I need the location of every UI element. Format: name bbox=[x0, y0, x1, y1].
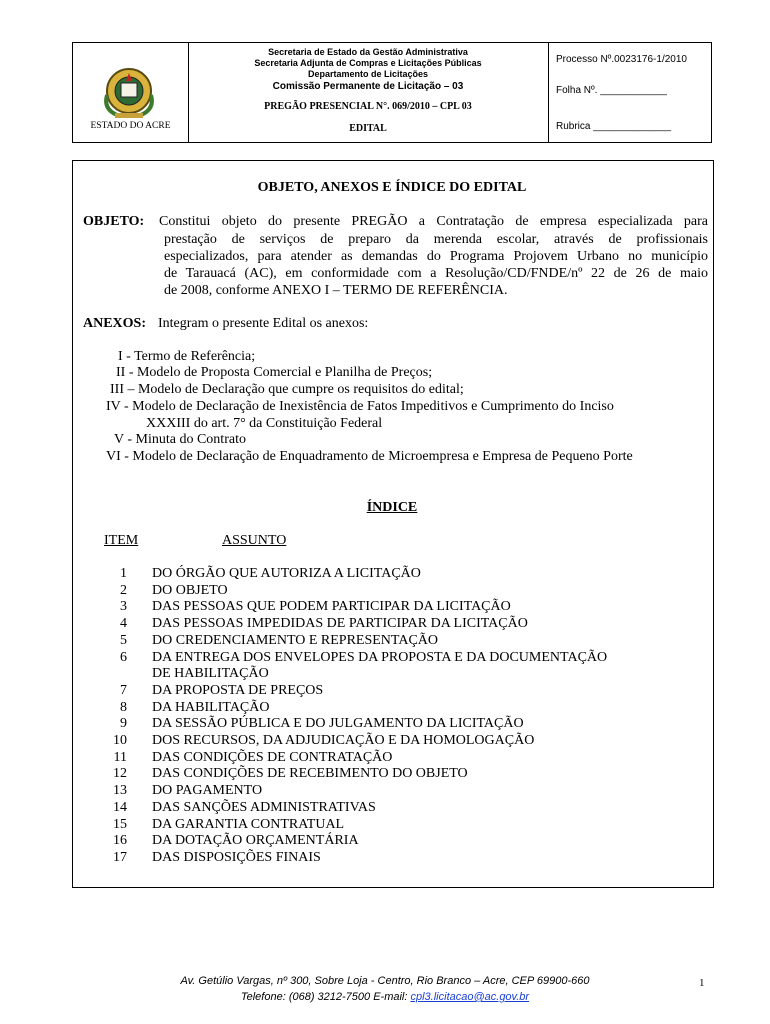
objeto-line-4: de Tarauacá (AC), em conformidade com a Resolução/CD/FNDE/nº 22 de 26 de maio bbox=[164, 266, 708, 281]
indice-title: ÍNDICE bbox=[366, 500, 418, 515]
page-number: 1 bbox=[699, 977, 705, 989]
anexo-item: V - Minuta do Contrato bbox=[114, 432, 246, 447]
indice-item-title: DAS PESSOAS QUE PODEM PARTICIPAR DA LICITAÇÃO bbox=[152, 599, 511, 614]
indice-item-title: DAS CONDIÇÕES DE RECEBIMENTO DO OBJETO bbox=[152, 766, 468, 781]
anexos-intro: Integram o presente Edital os anexos: bbox=[158, 316, 369, 331]
indice-item-number: 16 bbox=[113, 833, 127, 848]
indice-item-number: 11 bbox=[113, 750, 127, 765]
edital-label: EDITAL bbox=[349, 123, 387, 134]
state-crest-icon bbox=[97, 61, 161, 125]
objeto-line-1: Constitui objeto do presente PREGÃO a Contratação de empresa especializada para bbox=[159, 214, 708, 229]
indice-item-number: 4 bbox=[120, 616, 127, 631]
indice-item-title: DA HABILITAÇÃO bbox=[152, 700, 270, 715]
anexos-label: ANEXOS: bbox=[83, 316, 147, 331]
objeto-label: OBJETO: bbox=[83, 214, 145, 229]
footer-address: Av. Getúlio Vargas, nº 300, Sobre Loja - Centro, Rio Branco – Acre, CEP 69900-660 bbox=[180, 975, 590, 987]
indice-item-title: DA PROPOSTA DE PREÇOS bbox=[152, 683, 324, 698]
indice-item-number: 10 bbox=[113, 733, 127, 748]
indice-item-title: DA GARANTIA CONTRATUAL bbox=[152, 817, 345, 832]
footer-contact bbox=[0, 991, 770, 1003]
indice-item-title: DAS CONDIÇÕES DE CONTRATAÇÃO bbox=[152, 750, 393, 765]
footer-phone: Telefone: (068) 3212-7500 E-mail: bbox=[240, 991, 411, 1003]
anexo-item: VI - Modelo de Declaração de Enquadramento de Microempresa e Empresa de Pequeno Porte bbox=[106, 449, 633, 464]
anexo-item: II - Modelo de Proposta Comercial e Planilha de Preços; bbox=[116, 365, 433, 380]
header-line-3: Departamento de Licitações bbox=[307, 69, 429, 79]
document-header bbox=[72, 42, 712, 143]
anexo-item-continuation: XXXIII do art. 7° da Constituição Federal bbox=[146, 416, 383, 431]
anexo-item: III – Modelo de Declaração que cumpre os requisitos do edital; bbox=[110, 382, 464, 397]
indice-item-number: 8 bbox=[120, 700, 127, 715]
indice-item-title: DAS PESSOAS IMPEDIDAS DE PARTICIPAR DA LICITAÇÃO bbox=[152, 616, 528, 631]
indice-item-number: 14 bbox=[113, 800, 127, 815]
header-line-2: Secretaria Adjunta de Compras e Licitações Públicas bbox=[254, 58, 482, 68]
indice-item-title: DA DOTAÇÃO ORÇAMENTÁRIA bbox=[152, 833, 359, 848]
indice-item-title: DO ÓRGÃO QUE AUTORIZA A LICITAÇÃO bbox=[152, 566, 421, 581]
indice-item-title: DO CREDENCIAMENTO E REPRESENTAÇÃO bbox=[152, 633, 439, 648]
page-title: OBJETO, ANEXOS E ÍNDICE DO EDITAL bbox=[257, 180, 527, 195]
processo-number: Processo Nº.0023176-1/2010 bbox=[556, 54, 687, 65]
indice-item-number: 1 bbox=[120, 566, 127, 581]
indice-item-title: DA SESSÃO PÚBLICA E DO JULGAMENTO DA LICITAÇÃO bbox=[152, 716, 524, 731]
rubrica-field: Rubrica ______________ bbox=[556, 121, 672, 132]
objeto-line-5: de 2008, conforme ANEXO I – TERMO DE REFERÊNCIA. bbox=[164, 283, 508, 298]
indice-item-title: DA ENTREGA DOS ENVELOPES DA PROPOSTA E DA DOCUMENTAÇÃO bbox=[152, 650, 608, 665]
indice-item-number: 9 bbox=[120, 716, 127, 731]
anexo-item: I - Termo de Referência; bbox=[118, 349, 256, 364]
state-label: ESTADO DO ACRE bbox=[90, 121, 171, 131]
indice-item-title: DO OBJETO bbox=[152, 583, 228, 598]
folha-field: Folha Nº. ____________ bbox=[556, 85, 667, 96]
indice-col-item: ITEM bbox=[104, 533, 139, 548]
indice-item-number: 7 bbox=[120, 683, 127, 698]
commission-label: Comissão Permanente de Licitação – 03 bbox=[272, 81, 464, 92]
indice-item-number: 3 bbox=[120, 599, 127, 614]
indice-item-title: DAS DISPOSIÇÕES FINAIS bbox=[152, 850, 321, 865]
indice-item-title: DE HABILITAÇÃO bbox=[152, 666, 269, 681]
indice-item-number: 6 bbox=[120, 650, 127, 665]
objeto-line-3: especializados, para atender as demandas do Programa Projovem Urbano no município bbox=[164, 249, 708, 264]
objeto-line-2: prestação de serviços de preparo da merenda escolar, através de profissionais bbox=[164, 232, 708, 247]
header-left-cell bbox=[73, 43, 189, 142]
indice-item-title: DOS RECURSOS, DA ADJUDICAÇÃO E DA HOMOLOGAÇÃO bbox=[152, 733, 535, 748]
indice-item-title: DAS SANÇÕES ADMINISTRATIVAS bbox=[152, 800, 376, 815]
indice-item-number: 17 bbox=[113, 850, 127, 865]
indice-item-number: 12 bbox=[113, 766, 127, 781]
header-line-1: Secretaria de Estado da Gestão Administrativa bbox=[268, 47, 468, 57]
footer-email-link[interactable]: cpl3.licitacao@ac.gov.br bbox=[410, 991, 530, 1003]
anexo-item: IV - Modelo de Declaração de Inexistência de Fatos Impeditivos e Cumprimento do Inciso bbox=[106, 399, 614, 414]
indice-item-title: DO PAGAMENTO bbox=[152, 783, 263, 798]
indice-item-number: 15 bbox=[113, 817, 127, 832]
pregao-number: PREGÃO PRESENCIAL N°. 069/2010 – CPL 03 bbox=[264, 101, 472, 112]
indice-item-number: 2 bbox=[120, 583, 127, 598]
indice-col-assunto: ASSUNTO bbox=[222, 533, 287, 548]
indice-item-number: 5 bbox=[120, 633, 127, 648]
indice-item-number: 13 bbox=[113, 783, 127, 798]
